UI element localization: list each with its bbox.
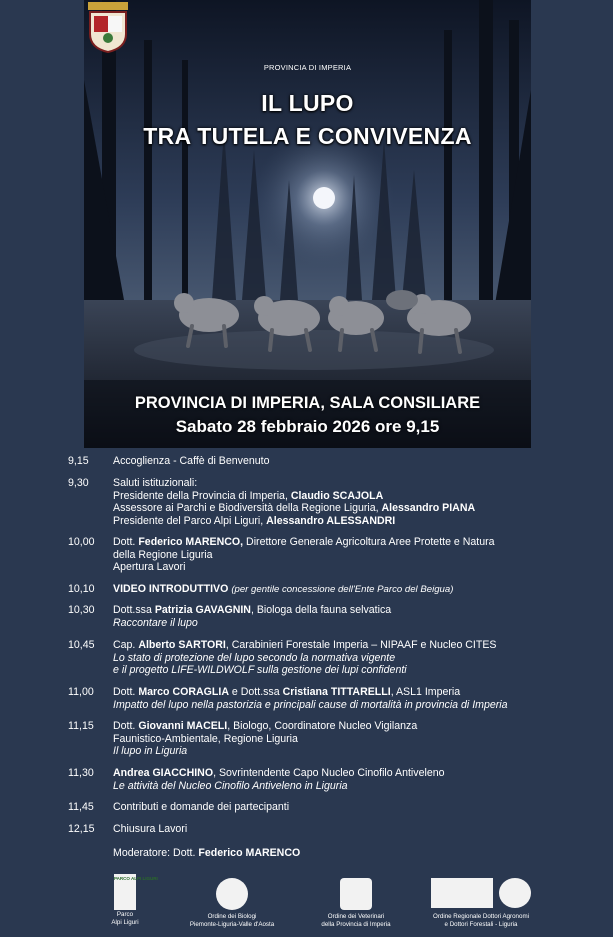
partner-logos bbox=[0, 872, 613, 937]
program-time: 11,15 bbox=[68, 720, 94, 732]
program-description: VIDEO INTRODUTTIVO (per gentile concessione dell'Ente Parco del Beigua) bbox=[113, 583, 454, 595]
logo-caption: Parco Alpi Liguri bbox=[111, 911, 139, 926]
program-description: Dott. Giovanni MACELI, Biologo, Coordinatore Nucleo Vigilanza Faunistico-Ambientale, Regione Liguria Il lupo in Liguria bbox=[113, 720, 418, 758]
program-description: Dott. Marco CORAGLIA e Dott.ssa Cristiana TITTARELLI, ASL1 Imperia Impatto del lupo nella pastorizia e principali cause di mortalità in provincia di Imperia bbox=[113, 686, 508, 711]
program-time: 12,15 bbox=[68, 823, 95, 835]
program-description: Saluti istituzionali: Presidente della Provincia di Imperia, Claudio SCAJOLA Assessore ai Parchi e Biodiversità della Regione Liguria, Alessandro PIANA Presidente del Parco Alpi Liguri, Alessandro ALESSANDRI bbox=[113, 477, 476, 527]
logo-parco-alpi-liguri bbox=[100, 874, 158, 926]
event-title-line1: IL LUPO bbox=[261, 90, 354, 116]
logo-caption: Ordine dei Veterinari della Provincia di Imperia bbox=[321, 913, 391, 928]
logo-ordine-agronomi bbox=[420, 878, 542, 928]
program-time: 10,30 bbox=[68, 604, 95, 616]
event-venue: PROVINCIA DI IMPERIA, SALA CONSILIARE bbox=[134, 394, 481, 412]
program-description: Dott.ssa Patrizia GAVAGNIN, Biologa della fauna selvatica Raccontare il lupo bbox=[113, 604, 392, 629]
program-description: Chiusura Lavori bbox=[113, 823, 188, 835]
program-time: 11,30 bbox=[68, 767, 94, 779]
program-description: Andrea GIACCHINO, Sovrintendente Capo Nucleo Cinofilo Antiveleno Le attività del Nucleo Cinofilo Antiveleno in Liguria bbox=[113, 767, 445, 792]
program-description: Accoglienza - Caffè di Benvenuto bbox=[113, 455, 270, 467]
program-time: 11,00 bbox=[68, 686, 94, 698]
logo-caption: Ordine Regionale Dottori Agronomi e Dottori Forestali - Liguria bbox=[433, 913, 529, 928]
logo-ordine-veterinari bbox=[300, 878, 412, 928]
forestali-seal-icon bbox=[499, 878, 531, 908]
program-description: Dott. Federico MARENCO, Direttore Generale Agricoltura Aree Protette e Natura della Regione Liguria Apertura Lavori bbox=[113, 536, 495, 574]
biologi-seal-icon bbox=[216, 878, 248, 910]
logo-caption: Ordine dei Biologi Piemonte-Liguria-Valle d'Aosta bbox=[189, 913, 275, 928]
event-date: Sabato 28 febbraio 2026 ore 9,15 bbox=[175, 417, 440, 436]
program-description: Moderatore: Dott. Federico MARENCO bbox=[113, 847, 301, 859]
parco-mark-icon: PARCO ALPI LIGURI bbox=[114, 874, 136, 910]
program-description: Contributi e domande dei partecipanti bbox=[113, 801, 290, 813]
logo-ordine-biologi bbox=[172, 878, 292, 928]
program-time: 10,10 bbox=[68, 583, 95, 595]
event-title-line2: TRA TUTELA E CONVIVENZA bbox=[143, 123, 472, 149]
provincia-crest-icon bbox=[84, 0, 132, 54]
agronomi-mark-icon bbox=[431, 878, 493, 908]
program-time: 11,45 bbox=[68, 801, 94, 813]
veterinari-seal-icon bbox=[340, 878, 372, 910]
program-time: 9,15 bbox=[68, 455, 89, 467]
program-time: 9,30 bbox=[68, 477, 89, 489]
program-time: 10,45 bbox=[68, 639, 95, 651]
program-time: 10,00 bbox=[68, 536, 95, 548]
event-poster bbox=[84, 0, 531, 448]
crest-caption: PROVINCIA DI IMPERIA bbox=[263, 63, 352, 72]
program-description: Cap. Alberto SARTORI, Carabinieri Forestale Imperia – NIPAAF e Nucleo CITES Lo stato di protezione del lupo secondo la normativa vigente e il progetto LIFE-WILDWOLF sulla gestione dei lupi confidenti bbox=[113, 639, 497, 677]
